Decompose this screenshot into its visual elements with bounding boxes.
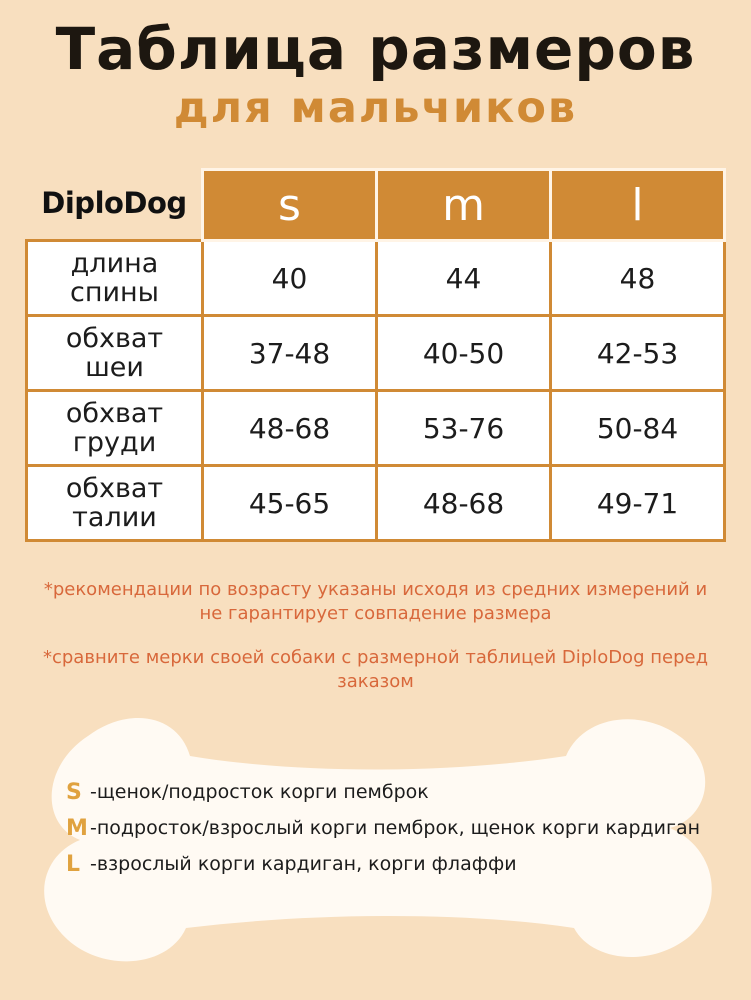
table-cell: 40-50 (377, 316, 551, 391)
size-header-l: l (551, 170, 725, 241)
table-cell: 53-76 (377, 391, 551, 466)
row-label (27, 466, 203, 541)
compare-note: *сравните мерки своей собаки с размерной таблицей DiploDog перед заказом (42, 647, 709, 692)
legend-text: подросток/взрослый корги пемброк, щенок корги кардиган (96, 817, 701, 839)
page-subtitle: для мальчиков (173, 83, 578, 133)
table-row (27, 316, 725, 391)
legend-text: щенок/подросток корги пемброк (96, 781, 429, 803)
legend-item-m (66, 810, 726, 846)
row-label-line: груди (72, 427, 157, 458)
row-label (27, 391, 203, 466)
table-cell: 40 (203, 241, 377, 316)
table-row (27, 391, 725, 466)
legend-letter: L (66, 851, 81, 877)
row-label (27, 241, 203, 316)
row-label-line: талии (72, 502, 157, 533)
table-cell: 48-68 (203, 391, 377, 466)
brand-logo: DiploDog (41, 186, 187, 220)
table-row (27, 466, 725, 541)
row-label-line: шеи (85, 352, 144, 383)
row-label-line: обхват (65, 323, 164, 354)
page-title: Таблица размеров (55, 15, 696, 83)
table-cell: 45-65 (203, 466, 377, 541)
disclaimer-note: *рекомендации по возрасту указаны исходя из средних измерений и не гарантирует совпадение размера (43, 579, 708, 624)
legend-item-l (66, 846, 726, 882)
row-label (27, 316, 203, 391)
table-cell: 42-53 (551, 316, 725, 391)
row-label-line: длина (70, 248, 159, 279)
legend-text: взрослый корги кардиган, корги флаффи (96, 853, 517, 875)
table-row (27, 241, 725, 316)
legend-dash: - (90, 817, 97, 839)
table-cell: 44 (377, 241, 551, 316)
size-header-m: m (377, 170, 551, 241)
legend-letter: S (66, 779, 82, 805)
legend-letter: M (66, 815, 88, 841)
row-label-line: обхват (65, 473, 164, 504)
size-legend (66, 774, 726, 882)
legend-dash: - (90, 853, 97, 875)
legend-dash: - (90, 781, 97, 803)
size-header-s: s (203, 170, 377, 241)
table-cell: 37-48 (203, 316, 377, 391)
legend-item-s (66, 774, 726, 810)
table-cell: 48 (551, 241, 725, 316)
table-cell: 49-71 (551, 466, 725, 541)
row-label-line: спины (69, 277, 159, 308)
row-label-line: обхват (65, 398, 164, 429)
table-cell: 48-68 (377, 466, 551, 541)
table-cell: 50-84 (551, 391, 725, 466)
